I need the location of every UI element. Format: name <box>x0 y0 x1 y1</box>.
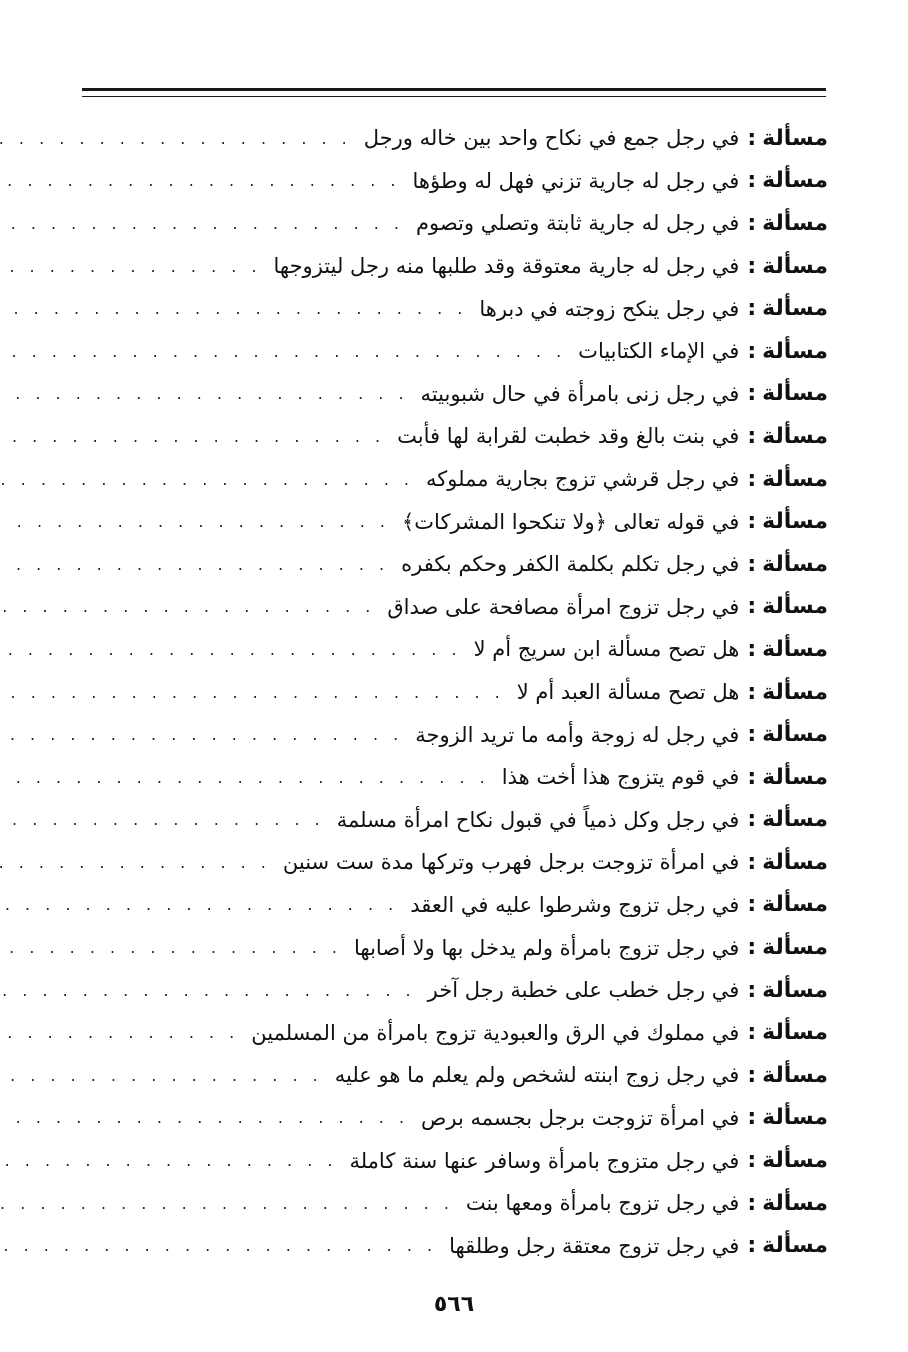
entry-label: مسألة <box>762 594 828 620</box>
entry-colon: : <box>747 338 757 364</box>
entry-title: في رجل تزوج بامرأة ومعها بنت <box>465 1191 740 1216</box>
toc-entry <box>70 415 828 458</box>
entry-colon: : <box>747 892 757 918</box>
entry-title: في امرأة تزوجت برجل بجسمه برص <box>421 1105 740 1130</box>
dot-leader <box>0 512 390 531</box>
entry-colon: : <box>747 125 757 151</box>
entry-colon: : <box>747 1190 757 1216</box>
dot-leader <box>0 555 389 574</box>
entry-label: مسألة <box>762 722 828 748</box>
entry-label: مسألة <box>762 849 828 875</box>
entry-colon: : <box>747 551 757 577</box>
entry-title: في رجل له جارية معتوقة وقد طلبها منه رجل ليتزوجها <box>273 254 740 279</box>
dot-leader <box>0 853 271 872</box>
entry-title: في رجل تزوج امرأة مصافحة على صداق <box>387 594 740 619</box>
entry-title: في رجل ينكح زوجته في دبرها <box>479 296 740 321</box>
dot-leader <box>0 1151 337 1170</box>
entry-colon: : <box>747 1105 757 1131</box>
dot-leader <box>0 1236 437 1255</box>
entry-colon: : <box>747 296 757 322</box>
header-rule-thick <box>82 88 826 91</box>
entry-label: مسألة <box>762 381 828 407</box>
entry-colon: : <box>747 466 757 492</box>
dot-leader <box>0 342 566 361</box>
entry-label: مسألة <box>762 1020 828 1046</box>
entry-title: في رجل له جارية تزني فهل له وطؤها <box>412 168 740 193</box>
toc-entry <box>70 969 828 1012</box>
entry-title: في رجل له زوجة وأمه ما تريد الزوجة <box>415 722 740 747</box>
entry-label: مسألة <box>762 935 828 961</box>
entry-label: مسألة <box>762 509 828 535</box>
entry-label: مسألة <box>762 210 828 236</box>
entry-colon: : <box>747 423 757 449</box>
entry-colon: : <box>747 1148 757 1174</box>
entry-title: هل تصح مسألة العبد أم لا <box>516 680 740 705</box>
entry-colon: : <box>747 210 757 236</box>
entry-label: مسألة <box>762 1148 828 1174</box>
entry-colon: : <box>747 807 757 833</box>
entry-title: في الإماء الكتابيات <box>578 339 740 364</box>
entry-label: مسألة <box>762 125 828 151</box>
entry-label: مسألة <box>762 807 828 833</box>
entry-title: في رجل متزوج بامرأة وسافر عنها سنة كاملة <box>349 1148 740 1173</box>
dot-leader <box>0 257 262 276</box>
toc-entry <box>70 500 828 543</box>
entry-label: مسألة <box>762 764 828 790</box>
toc-entry <box>70 1097 828 1140</box>
entry-label: مسألة <box>762 466 828 492</box>
toc-entry <box>70 202 828 245</box>
toc-entry <box>70 160 828 203</box>
entry-label: مسألة <box>762 168 828 194</box>
toc-entry <box>70 671 828 714</box>
entry-label: مسألة <box>762 551 828 577</box>
dot-leader <box>0 768 490 787</box>
entry-colon: : <box>747 1020 757 1046</box>
toc-entry <box>70 713 828 756</box>
entry-title: في رجل تكلم بكلمة الكفر وحكم بكفره <box>401 552 740 577</box>
entry-title: في رجل جمع في نكاح واحد بين خاله ورجل <box>363 126 740 151</box>
toc-entry <box>70 756 828 799</box>
dot-leader <box>0 1023 239 1042</box>
dot-leader <box>0 214 404 233</box>
entry-colon: : <box>747 935 757 961</box>
header-rule-thin <box>82 96 826 97</box>
toc-entry <box>70 1224 828 1267</box>
entry-label: مسألة <box>762 296 828 322</box>
entry-colon: : <box>747 722 757 748</box>
entry-title: في رجل تزوج بامرأة ولم يدخل بها ولا أصابها <box>354 935 740 960</box>
toc-entry <box>70 926 828 969</box>
entry-title: في رجل تزوج وشرطوا عليه في العقد <box>410 892 740 917</box>
entry-colon: : <box>747 381 757 407</box>
entry-title: في قوم يتزوج هذا أخت هذا <box>501 765 740 790</box>
dot-leader <box>0 725 403 744</box>
dot-leader <box>0 895 398 914</box>
entry-title: في رجل خطب على خطبة رجل آخر <box>427 978 740 1003</box>
entry-title: في بنت بالغ وقد خطبت لقرابة لها فأبت <box>397 424 740 449</box>
entry-colon: : <box>747 636 757 662</box>
dot-leader <box>0 640 462 659</box>
entry-colon: : <box>747 594 757 620</box>
toc-entry <box>70 1182 828 1225</box>
entry-title: في رجل زوج ابنته لشخص ولم يعلم ما هو عليه <box>334 1063 740 1088</box>
entry-title: في رجل تزوج معتقة رجل وطلقها <box>449 1233 740 1258</box>
entry-label: مسألة <box>762 679 828 705</box>
entry-colon: : <box>747 764 757 790</box>
entry-title: في رجل وكل ذمياً في قبول نكاح امرأة مسلمة <box>336 807 740 832</box>
dot-leader <box>0 1108 409 1127</box>
entry-label: مسألة <box>762 892 828 918</box>
toc-entry <box>70 628 828 671</box>
dot-leader <box>0 171 401 190</box>
toc-entry <box>70 287 828 330</box>
entry-label: مسألة <box>762 338 828 364</box>
dot-leader <box>0 470 414 489</box>
entry-label: مسألة <box>762 1105 828 1131</box>
entry-label: مسألة <box>762 253 828 279</box>
toc-entry <box>70 330 828 373</box>
toc-entry <box>70 373 828 416</box>
dot-leader <box>0 981 416 1000</box>
toc-entry <box>70 799 828 842</box>
entry-colon: : <box>747 1233 757 1259</box>
dot-leader <box>0 427 385 446</box>
entry-title: في رجل له جارية ثابتة وتصلي وتصوم <box>416 211 740 236</box>
toc-entry <box>70 586 828 629</box>
entry-colon: : <box>747 679 757 705</box>
entry-label: مسألة <box>762 636 828 662</box>
dot-leader <box>0 938 342 957</box>
dot-leader <box>0 1066 323 1085</box>
dot-leader <box>0 384 409 403</box>
entry-colon: : <box>747 509 757 535</box>
toc-entry <box>70 458 828 501</box>
dot-leader <box>0 597 375 616</box>
entry-title: في قوله تعالى ﴿ولا تنكحوا المشركات﴾ <box>401 509 740 534</box>
entry-colon: : <box>747 849 757 875</box>
toc-entry <box>70 245 828 288</box>
entry-title: هل تصح مسألة ابن سريج أم لا <box>473 637 740 662</box>
toc-entry <box>70 841 828 884</box>
dot-leader <box>0 810 325 829</box>
toc-entry <box>70 1054 828 1097</box>
entry-title: في امرأة تزوجت برجل فهرب وتركها مدة ست سنين <box>282 850 740 875</box>
entry-title: في رجل قرشي تزوج بجارية مملوكه <box>426 467 740 492</box>
entry-label: مسألة <box>762 977 828 1003</box>
dot-leader <box>0 1194 454 1213</box>
entry-label: مسألة <box>762 1062 828 1088</box>
entry-label: مسألة <box>762 1190 828 1216</box>
entry-colon: : <box>747 1062 757 1088</box>
page-number-footer: ٥٦٦ <box>433 1292 475 1317</box>
entry-label: مسألة <box>762 1233 828 1259</box>
toc-entry <box>70 543 828 586</box>
entry-title: في مملوك في الرق والعبودية تزوج بامرأة من المسلمين <box>251 1020 740 1045</box>
dot-leader <box>0 129 352 148</box>
dot-leader <box>0 683 505 702</box>
toc-entry <box>70 884 828 927</box>
toc-entry <box>70 117 828 160</box>
table-of-contents <box>70 117 828 1267</box>
dot-leader <box>0 299 467 318</box>
entry-label: مسألة <box>762 423 828 449</box>
entry-colon: : <box>747 977 757 1003</box>
entry-colon: : <box>747 253 757 279</box>
toc-entry <box>70 1011 828 1054</box>
entry-title: في رجل زنى بامرأة في حال شبوبيته <box>420 381 740 406</box>
toc-entry <box>70 1139 828 1182</box>
entry-colon: : <box>747 168 757 194</box>
